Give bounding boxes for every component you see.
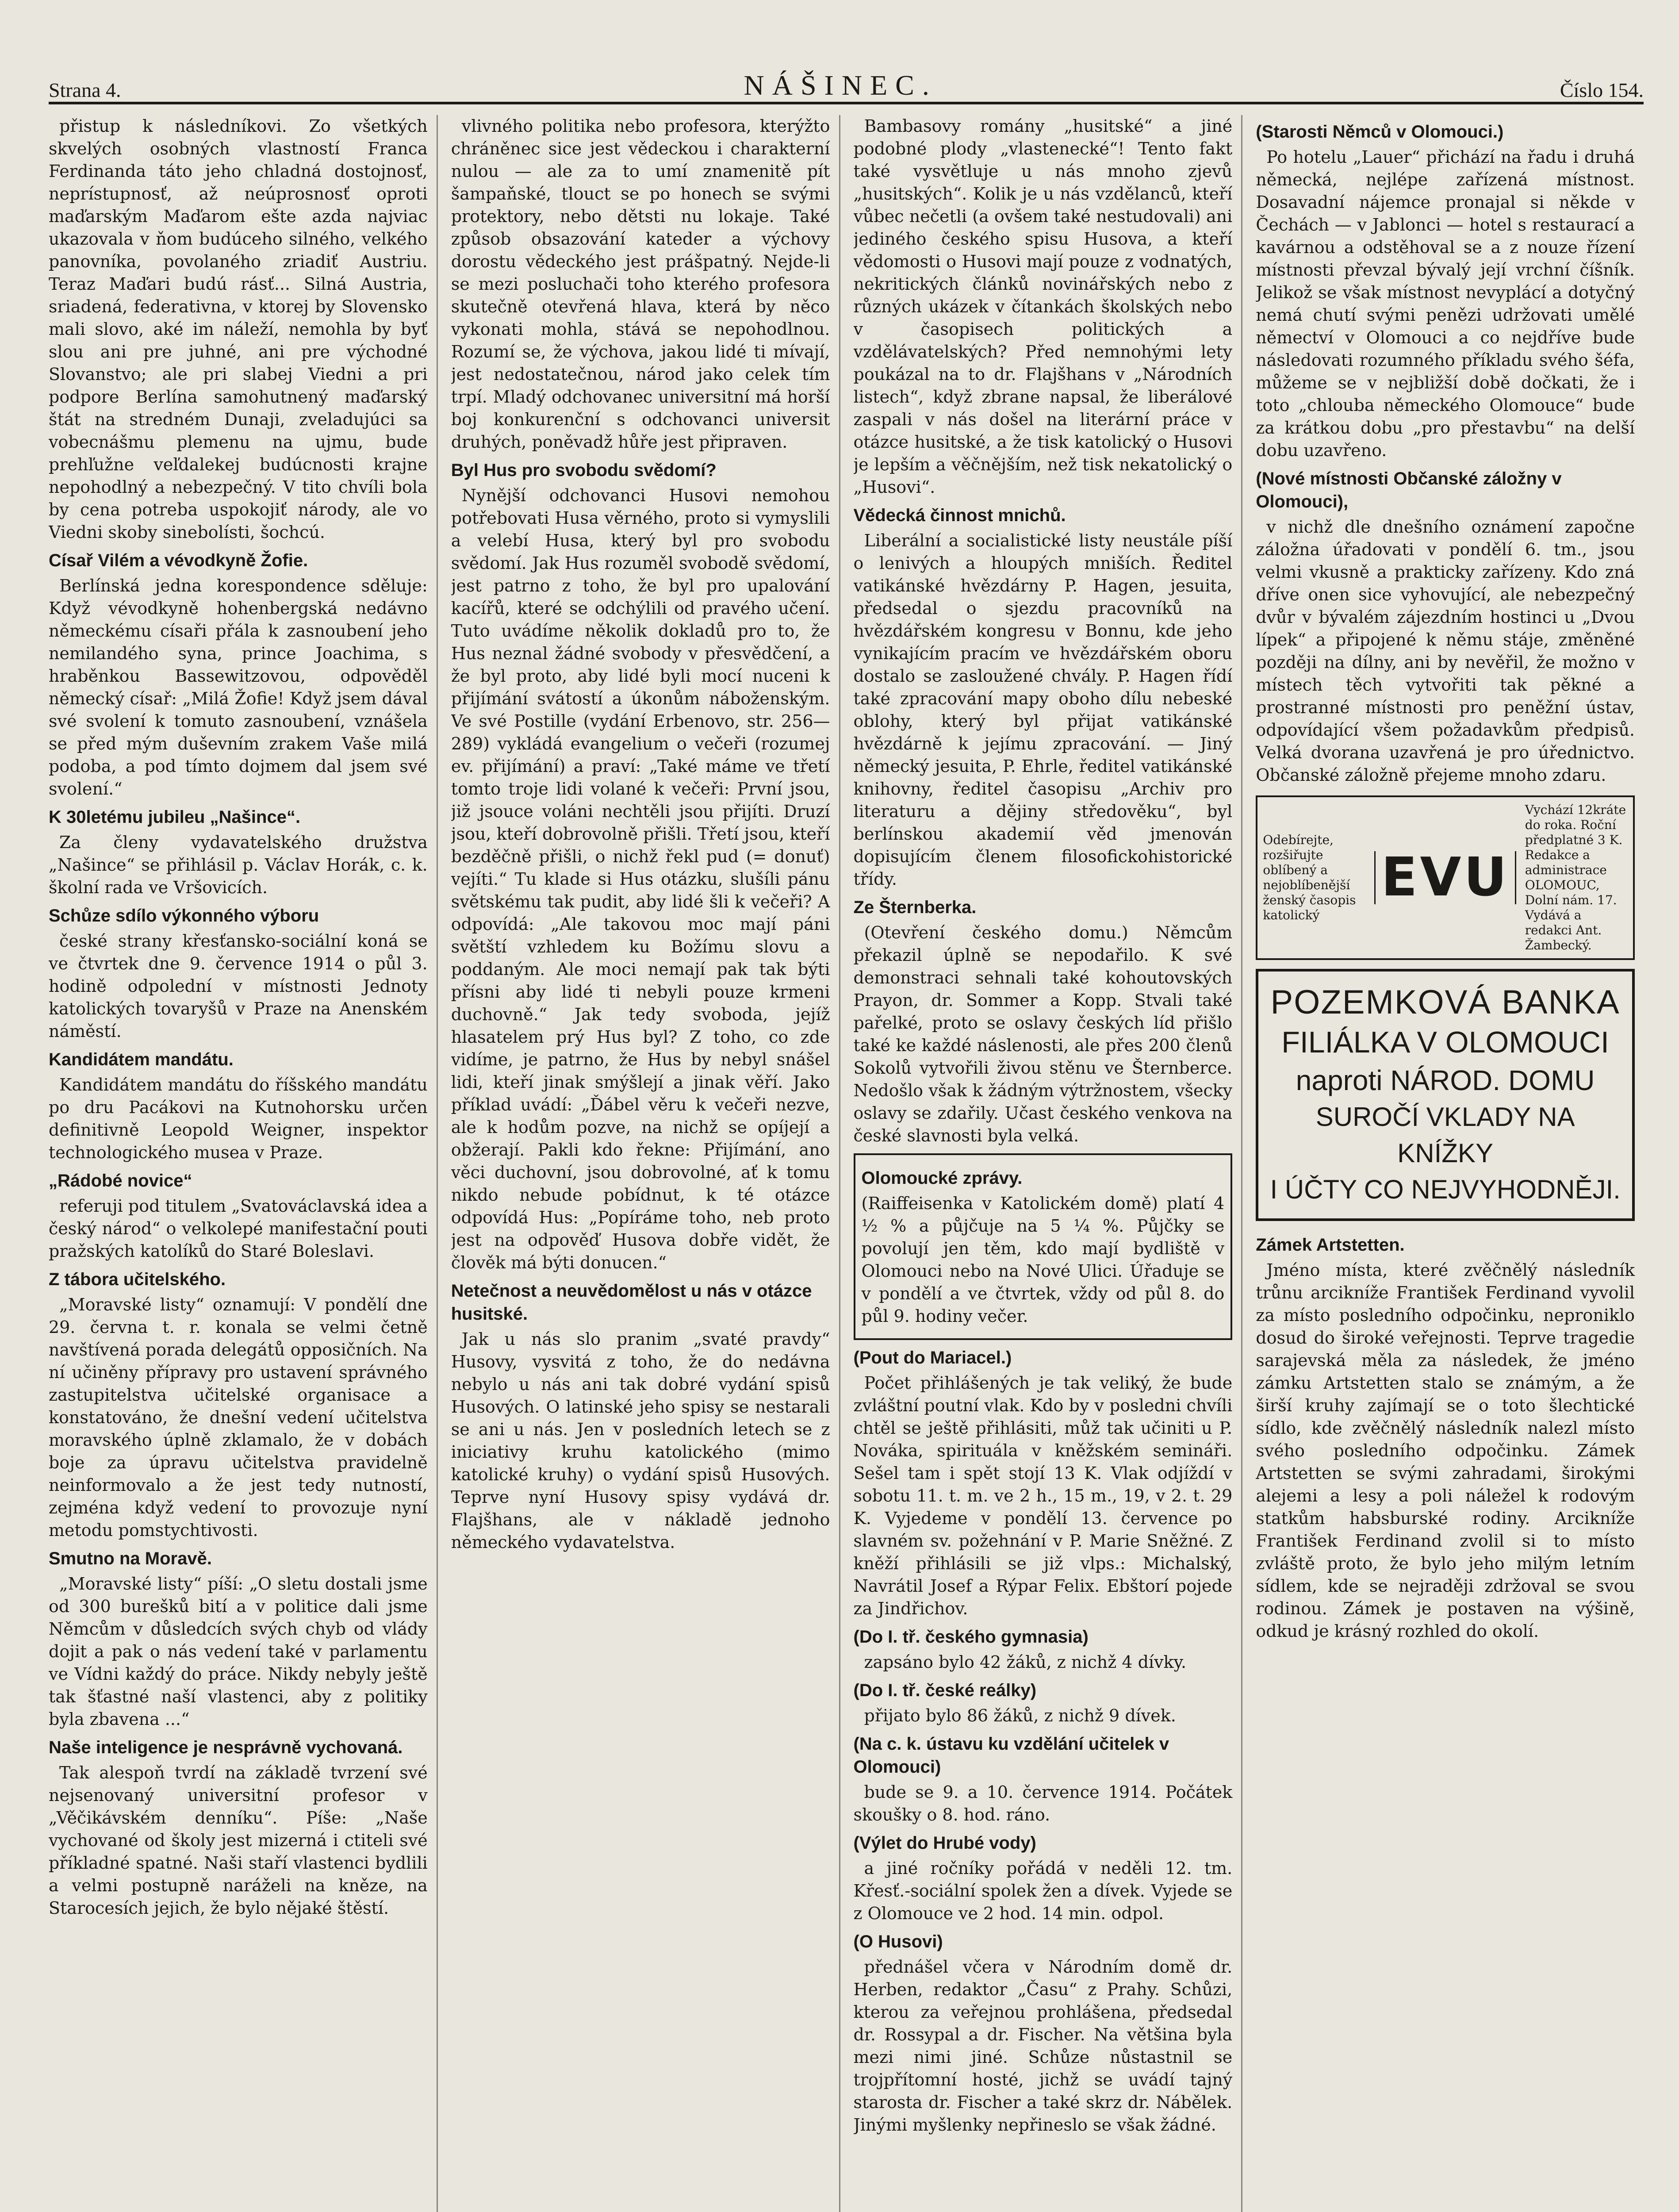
col3-s0-text: Liberální a socialistické listy neustále píší o lenivých a hloupých mniších. Ředitel vatikánské hvězdárny P. Hagen, jesuita, předsedal o sjezdu pracovníků na hvězdářském kongresu v Bonnu, kde jeho vynikajícím pracím ve hvězdářském oboru dostalo se zasloužené chvály. P. Hagen řídí také zpracování mapy oboho dílu nebeské oblohy, který byl přijat vatikánské hvězdárně k jejímu zpracování. — Jiný německý jesuita, P. Ehrle, ředitel vatikánské knihovny, ředitel časopisu „Archiv pro literaturu a dějiny středověku“, byl berlínskou akademií věd jmenován dopisujícím členem filosofickohistorické třídy. bbox=[853, 531, 1233, 889]
columns bbox=[49, 115, 1644, 2212]
bank-ad-line5: I ÚČTY CO NEJVYHODNĚJI. bbox=[1270, 1175, 1621, 1204]
column-4 bbox=[1256, 115, 1644, 2212]
col3-s6-text: bude se 9. a 10. července 1914. Počátek skoušky o 8. hod. ráno. bbox=[853, 1782, 1233, 1824]
col1-s0-title: Císař Vilém a vévodkyně Žofie. bbox=[49, 551, 308, 570]
bank-ad-line2: FILIÁLKA V OLOMOUCI bbox=[1281, 1025, 1609, 1059]
col4-s1-text: v nichž dle dnešního oznámení započne záložna úřadovati v pondělí 6. tm., jsou velmi vkusně a prakticky zařízeny. Kdo zná dříve onen sice vyhovující, ale nebezpečný dvůr v bývalém zájezdním hostinci u „Dvou lípek“ a připojené k němu stáje, změněné později na dílny, ani by nevěřil, že možno v místech těch vytvořiti tak pěkné a prostranné místnosti pro peněžní ústav, odpovídající všem požadavkům předpisů. Velká dvorana uzavřená je pro úřednictvo. Občanské záložně přejeme mnoho zdaru. bbox=[1256, 517, 1635, 785]
evu-ad-text: Odebírejte, rozšiřujte oblíbený a nejoblíbenější ženský časopis katolický bbox=[1263, 833, 1356, 922]
col2-s0-text: Nynější odchovanci Husovi nemohou potřebovati Husa věrného, proto si vymyslili a velebí Husa, který byl pro svobodu svědomí. Jak Hus rozuměl svobodě svědomí, jest patrno z toho, že byl pro upalování kacířů, které se odchýlili od pravého učení. Tuto uvádíme několik dokladů pro to, že Hus neznal žádné svobody v přesvědčení, a že byl proto, aby lidé byli mocí nuceni k přijímání svátostí a úkonům náboženským. Ve své Postille (vydání Erbenovo, str. 256—289) vykládá evangelium o večeři (rozumej ev. přijímání) a praví: „Také máme ve třetí tomto troje lidi volané k večeři: První jsou, již jsouce voláni nechtěli jsou přijíti. Druzí jsou, kteří dobrovolně přišli. Třetí jsou, kteří bezděčně přišli, o nichž řekl pud (= donuť) vejíti.“ Tu klade si Hus otázku, slušíli pánu světskému tak pudit, aby lidé šli k večeři? A odpovídá: „Ale takovou moc mají páni světští vzhledem ku Božímu slovu a poddaným. Ale moci nemají pak tak býti přísni aby lidé ti nebyli pouze krmeni duchovně.“ Jak tedy svoboda, jejíž hlasatelem prý Hus byl? Z toho, co zde vidíme, je patrno, že Hus by nebyl snášel lidi, kteří jinak smýšlejí a jinak věří. Jako příklad uvádí: „Ďábel věru k večeři nezve, ale k hodům pozve, na nichž se opíjejí a obžerají. Pakli kdo řekne: Přijímání, ano věci duchovní, jsou dobrovolné, ať k tomu nikdo nebude pobídnut, k té otázce odpovídá Hus: „Popíráme toho, neb proto jest na odpověď Husova dobře vidět, že člověk má býti donucen.“ bbox=[451, 486, 830, 1272]
column-1 bbox=[49, 115, 438, 2212]
col1-s6-text: „Moravské listy“ píší: „O sletu dostali jsme od 300 burešků bití a v politice dali jsme Němcům v důsledcích svých chyb od vlády dojit a pak o nás vedení také v parlamentu ve Vídni každý do práce. Nikdy nebyly ještě tak šťastné naší vlastenci, aby z politiky byla zbavena ...“ bbox=[49, 1574, 428, 1729]
col1-s3-title: Kandidátem mandátu. bbox=[49, 1050, 234, 1069]
col1-s7-title: Naše inteligence je nesprávně vychovaná. bbox=[49, 1738, 403, 1757]
col2-s1-title: Netečnost a neuvědomělost u nás v otázce husitské. bbox=[451, 1281, 812, 1324]
evu-ad-details: Vychází 12kráte do roka. Roční předplatné 3 K. Redakce a administrace OLOMOUC, Dolní nám. 17. Vydává a redakci Ant. Žambecký. bbox=[1525, 803, 1626, 952]
olomouc-news-box bbox=[854, 1153, 1233, 1340]
col4-s0-title: (Starosti Němců v Olomouci.) bbox=[1256, 122, 1504, 142]
col1-s2-text: české strany křesťansko-sociální koná se ve čtvrtek dne 9. července 1914 o půl 3. hodině odpolední v místnosti Jednoty katolických tovaryšů v Praze na Anenském náměstí. bbox=[49, 931, 428, 1041]
bank-ad-line1: POZEMKOVÁ BANKA bbox=[1270, 983, 1620, 1021]
col1-s0-text: Berlínská jedna korespondence sděluje: Když vévodkyně hohenbergská nedávno německému císaři přála k zasnoubení jeho nemilandého syna, prince Joachima, s hraběnkou Bassewitzovou, odpověděl německý císař: „Milá Žofie! Když jsem dával své svolení k tomuto zasnoubení, vznášela se před mým duševním zrakem Vaše milá podoba, a pod tímto dojmem dal jsem své svolení.“ bbox=[49, 576, 428, 799]
col3-s3-title: (Pout do Mariacel.) bbox=[853, 1348, 1012, 1367]
col3-s7-text: a jiné ročníky pořádá v neděli 12. tm. Křesť.-sociální spolek žen a dívek. Vyjede se z Olomouce ve 2 hod. 14 min. odpol. bbox=[853, 1859, 1233, 1923]
col3-s7-title: (Výlet do Hrubé vody) bbox=[853, 1833, 1036, 1853]
col4-s1-title: (Nové místnosti Občanské záložny v Olomouci), bbox=[1256, 469, 1562, 511]
col3-s6-title: (Na c. k. ústavu ku vzdělání učitelek v Olomouci) bbox=[853, 1734, 1169, 1777]
col1-s1-title: K 30letému jubileu „Našince“. bbox=[49, 807, 301, 827]
page-number: Strana 4. bbox=[49, 79, 121, 101]
col2-s1-text: Jak u nás slo pranim „svaté pravdy“ Husovy, vysvitá z toho, že do nedávna nebylo u nás ani tak dobré vydání spisů Husových. O latinské jeho spisy se nestarali se ani u nás. Jen v posledních letech se z iniciativy kruhu katolického (mimo katolické kruhy) o vydání spisů Husových. Teprve nyní Husovy spisy vydává dr. Flajšhans, ale v nákladě jednoho německého vydavatelstva. bbox=[451, 1329, 830, 1552]
col4-s2-title: Zámek Artstetten. bbox=[1256, 1235, 1405, 1255]
column-3 bbox=[854, 115, 1243, 2212]
col1-s1-text: Za členy vydavatelského družstva „Našince“ se přihlásil p. Václav Horák, c. k. školní rada ve Vršovicích. bbox=[49, 833, 428, 897]
col1-s4-title: „Rádobé novice“ bbox=[49, 1171, 192, 1190]
evu-logo: EVU bbox=[1374, 851, 1516, 904]
col4-s2-text: Jméno místa, které zvěčnělý následník trůnu arcikníže František Ferdinand vyvolil za místo posledního odpočinku, neproniklo dosud do široké veřejnosti. Teprve tragedie sarajevská měla za následek, že jméno zámku Artstetten stalo se známým, a že širší kruhy zajímají se o toto šlechtické sídlo, kde zvěčnělý následník nalezl místo svého posledního odpočinku. Zámek Artstetten se svými zahradami, širokými alejemi a lesy a poli náležel k rodovým statkům habsburské rodiny. Arcikníže František Ferdinand zvolil si to místo zvláště proto, že bylo jeho milým letním sídlem, kde se nejraději zdržoval se svou rodinou. Zámek je postaven na výšině, odkud je krásný rozhled do okolí. bbox=[1256, 1260, 1635, 1641]
col3-s2-text: (Raiffeisenka v Katolickém domě) platí 4 ½ % a půjčuje na 5 ¼ %. Půjčky se povolují jen těm, kdo mají bydliště v Olomouci nebo na Nové Ulici. Úřaduje se v pondělí a ve čtvrtek, vždy od půl 8. do půl 9. hodiny večer. bbox=[861, 1194, 1225, 1326]
col4-s0-text: Po hotelu „Lauer“ přichází na řadu i druhá německá, nejlépe zařízená místnost. Dosavadní nájemce pronajal si někde v Čechách — v Jablonci — hotel s restaurací a kavárnou a odstěhoval se a z nouze řízení místnosti převzal bývalý její vrchní číšník. Jelikož se však místnost nevyplácí a dotyčný nemá chutí svými penězi udržovati umělé němectví v Olomouci a co nejdříve bude následovati rozumného příkladu svého šéfa, můžeme se v nejbližší době dočkati, že i toto „chlouba německého Olomouce“ bude za krátkou dobu „pro přestavbu“ na delší dobu uzavřeno. bbox=[1256, 147, 1635, 460]
col3-s5-title: (Do I. tř. české reálky) bbox=[853, 1681, 1037, 1700]
bank-ad bbox=[1256, 969, 1635, 1221]
col3-s0-title: Vědecká činnost mnichů. bbox=[853, 506, 1066, 525]
col1-intro: přistup k následníkovi. Zo všetkých skvelých osobných vlastností Franca Ferdinanda táto jeho chladná dostojnosť, neprístupnosť, až neúprosnosť oproti maďarským Maďarom ešte azda najviac ukazovala v ňom budúceho silného, velkého panovníka, povolaného zriadiť Austriu. Teraz Maďari budú rásť... Silná Austria, sriadená, federativna, v ktorej by Slovensko mali slovo, aké im náleží, nemohla by byť slou ani pre juhné, ani pre východné Slovanstvo; ale pri slabej Viedni a pri podpore Berlína samohutnený maďarský štát na stredném Dunaji, zveladujúci sa vobecnášmu plemenu na ujmu, bude prehľužne veľdalekej budúcnosti krajne nepohodlný a nebezpečný. V tito chvíli bola by cena potreba uspokojiť národy, ale vo Viedni skoby sinebolísti, šochcú. bbox=[49, 116, 428, 542]
col3-s4-title: (Do I. tř. českého gymnasia) bbox=[853, 1627, 1089, 1647]
col3-s8-title: (O Husovi) bbox=[853, 1932, 943, 1951]
page-header bbox=[49, 66, 1644, 104]
issue-number: Číslo 154. bbox=[1560, 79, 1644, 101]
column-2 bbox=[451, 115, 840, 2212]
col1-s3-text: Kandidátem mandátu do říšského mandátu po dru Pacákovi na Kutnohorsku určen definitivně Leopold Weigner, inspektor technologického musea v Praze. bbox=[49, 1075, 428, 1162]
col3-s1-text: (Otevření českého domu.) Němcům překazil úplně se nepodařilo. K své demonstraci sehnali také kohoutovských Prayon, dr. Sommer a Kopp. Stvali také pařelké, proto se oslavy českých líd přišlo také ke každé náslenosti, ale přes 200 členů Sokolů vytvořili živou stěnu ve Šternberce. Nedošlo však k žádným výtržnostem, všecky oslavy se zdařily. Učast českého venkova na české slavnosti byla velká. bbox=[853, 923, 1233, 1145]
col1-s7-text: Tak alespoň tvrdí na základě tvrzení své nejsenovaný universitní profesor v „Věčikávském denníku“. Píše: „Naše vychované od školy jest mizerná i ctiteli své příkladné spatné. Naši staří vlastenci bydlili a velmi postupně naráželi na kněze, na Starocesích jejich, že bylo nějaké štěstí. bbox=[49, 1763, 428, 1918]
col2-intro: vlivného politika nebo profesora, kterýžto chráněnec sice jest vědeckou i charakterní nulou — ale za to umí znamenitě pít šampaňské, tlouct se po honech se svými protektory, nebo dětsti nu lokaje. Také způsob obsazování kateder a výchovy dorostu vědeckého jest prášpatný. Nejde-li se mezi posluchači toho kterého profesora skutečně otevřená hlava, která by něco vykonati mohla, stává se nepohodlnou. Rozumí se, že výchova, jakou lidé ti mívají, jest nedostatečnou, národ jako celek tím trpí. Mladý odchovanec universitní má horší boj konkurenční s odchovanci universit druhých, poněvadž hůře jest připraven. bbox=[451, 116, 830, 452]
col1-s6-title: Smutno na Moravě. bbox=[49, 1549, 212, 1568]
col2-s0-title: Byl Hus pro svobodu svědomí? bbox=[451, 461, 717, 480]
bank-ad-line4: SUROČÍ VKLADY NA KNÍŽKY bbox=[1315, 1102, 1575, 1168]
col3-s5-text: přijato bylo 86 žáků, z nichž 9 dívek. bbox=[864, 1706, 1176, 1725]
evu-magazine-ad bbox=[1256, 795, 1635, 960]
col3-s8-text: přednášel včera v Národním domě dr. Herben, redaktor „Času“ z Prahy. Schůzi, kterou za veřejnou prohlášena, předsedal dr. Rossypal a dr. Fischer. Na většina byla mezi nimi jiné. Schůze nůstastnil se trojpřítomní hosté, jichž se uvádí tajný starosta dr. Fischer a také skrz dr. Nábělek. Jinými myšlenky nepřineslo se však žádné. bbox=[853, 1957, 1233, 2135]
col3-s2-title: Olomoucké zprávy. bbox=[861, 1168, 1023, 1188]
col1-s5-text: „Moravské listy“ oznamují: V pondělí dne 29. června t. r. konala se velmi četně navštívená porada delegátů opposičních. Na ní učiněny přípravy pro ustavení správného zastupitelstva učitelské organisace a konstatováno, že dnešní vedení učitelstva moravského úplně zklamalo, že v dobách boje za úpravu učitelstva pravidelně neinformovalo a že jest tedy nutností, zejména když vedení to provozuje nyní metodu pomstychtivosti. bbox=[49, 1295, 428, 1540]
col3-s3-text: Počet přihlášených je tak veliký, že bude zvláštní poutní vlak. Kdo by v posledni chvíli chtěl se ještě přihlásiti, můž tak učiniti u P. Nováka, spirituála v kněžském semináři. Sešel tam i spět stojí 13 K. Vlak odjíždí v sobotu 11. t. m. ve 2 h., 15 m., 19, v 2. t. 29 K. Vyjedeme v pondělí 13. července po slavném sv. požehnání v P. Marie Sněžné. Z kněží přihlásili se již vlps.: Michalský, Navrátil Josef a Rýpar Felix. Ebštorí pojede za Jindřichov. bbox=[853, 1373, 1233, 1618]
bank-ad-line3: naproti NÁROD. DOMU bbox=[1296, 1064, 1595, 1096]
col3-intro: Bambasovy romány „husitské“ a jiné podobné plody „vlastenecké“! Tento fakt také vysvětluje u nás mnoho zjevů „husitských“. Kolik je u nás vzdělanců, kteří vůbec nečetli (a ovšem také nestudovali) ani jediného českého spisu Husova, a kteří vědomosti o Husovi mají pouze z vodnatých, nekritických článků novinářských nebo z různých ukázek v čítankách školských nebo v časopisech politických a vzdělávatelských? Před nemnohými lety poukázal na to dr. Flajšhans v „Národních listech“, když zbrane napsal, že liberálové zaspali v nás došel na literární práce v otázce husitské, a že tisk katolický o Husovi je lepším a věčnějším, než tisk nekatolický o „Husovi“. bbox=[853, 116, 1233, 497]
col1-s2-title: Schůze sdílo výkonného výboru bbox=[49, 906, 319, 926]
col1-s4-text: referuji pod titulem „Svatováclavská idea a český národ“ o velkolepé manifestační pouti pražských katolíků do Staré Boleslavi. bbox=[49, 1196, 428, 1261]
col3-s1-title: Ze Šternberka. bbox=[853, 898, 977, 917]
newspaper-title: NÁŠINEC. bbox=[744, 69, 937, 101]
col3-s4-text: zapsáno bylo 42 žáků, z nichž 4 dívky. bbox=[864, 1652, 1187, 1672]
col1-s5-title: Z tábora učitelského. bbox=[49, 1270, 226, 1289]
